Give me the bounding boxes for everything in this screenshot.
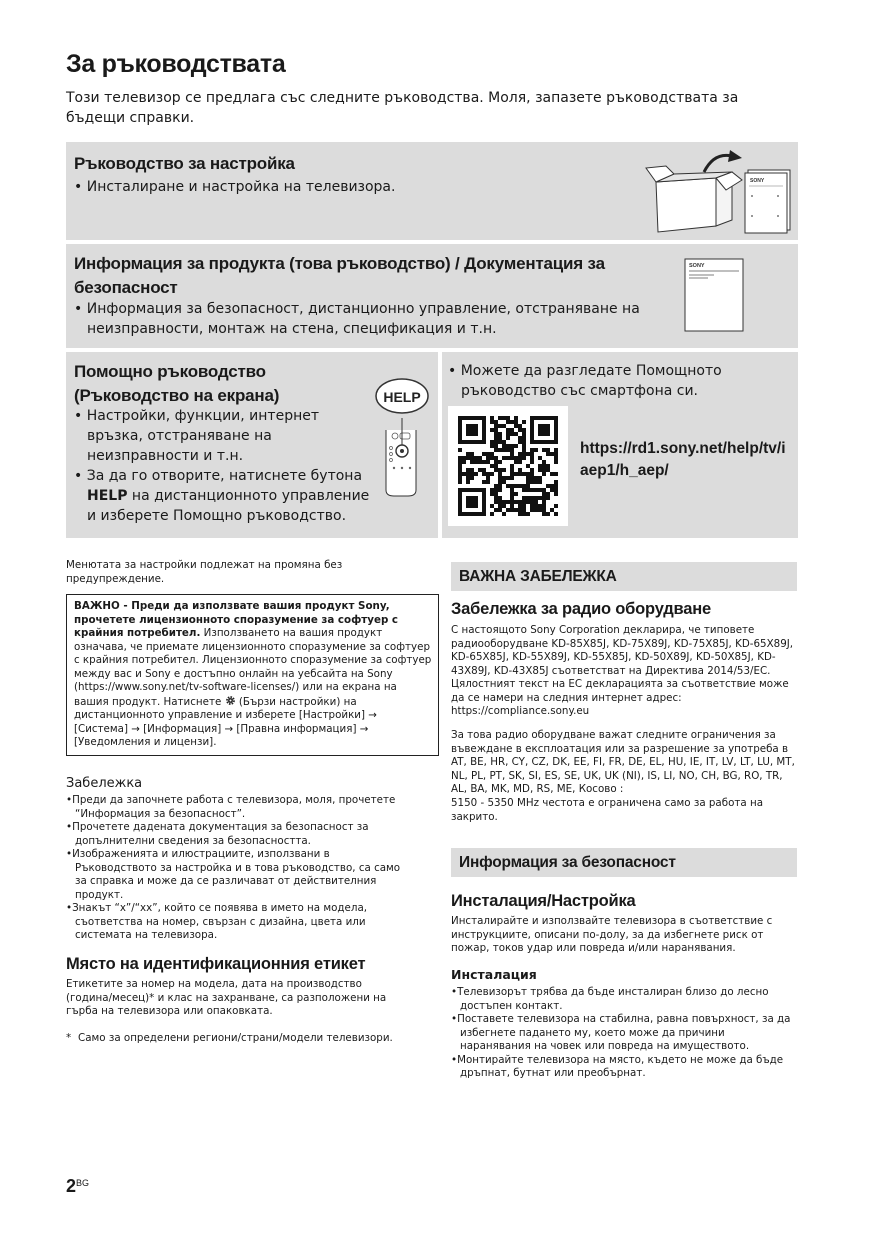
installation-heading: Инсталация xyxy=(451,967,537,982)
list-item: • Прочетете дадената документация за безопасност за допълнителни сведения за безопасността. xyxy=(66,821,404,848)
product-info-box xyxy=(66,244,798,348)
help-guide-box xyxy=(66,352,438,538)
page-title: За ръководствата xyxy=(66,50,286,78)
remote-help-illustration xyxy=(372,368,434,498)
list-item: • Преди да започнете работа с телевизора, моля, прочетете “Информация за безопасност”. xyxy=(66,794,404,821)
list-item: • Знакът “x”/“xx”, който се появява в името на модела, съответства на номер, свързан с дизайна, цвета или системата на телевизора. xyxy=(66,902,404,943)
product-info-heading: Информация за продукта (това ръководство) / Документация за безопасност xyxy=(74,254,605,297)
install-setup-text: Инсталирайте и използвайте телевизора в съответствие с инструкциите, описани по-долу, за да избегнете риск от пожар, токов удар или повреда и/или наранявания. xyxy=(451,915,773,954)
important-eula-bold: ВАЖНО - Преди да използвате вашия продукт Sony, прочетете лицензионното споразумение за софтуер с крайния потребител. xyxy=(74,600,399,639)
setup-guide-heading: Ръководство за настройка xyxy=(74,154,295,173)
important-eula-text-2: (Бързи настройки) на дистанционното управление и изберете [Настройки] → [Система] → [Информация] → [Правна информация] → [Уведомления и лицензи]. xyxy=(74,695,377,748)
installation-list xyxy=(451,986,797,1081)
sony-logo-small: SONY xyxy=(750,178,765,184)
product-info-bullet: • Информация за безопасност, дистанционно управление, отстраняване на неизправности, монтаж на стена, спецификация и т.н. xyxy=(74,299,674,339)
qr-code xyxy=(448,406,568,526)
list-item: • Телевизорът трябва да бъде инсталиран близо до лесно достъпен контакт. xyxy=(451,986,797,1013)
radio-restrictions-text: За това радио оборудване важат следните ограничения за въвеждане в експлоатация или за разрешение за употреба в AT, BE, HR, CY, CZ, DK, EE, FI, FR, DE, EL, HU, IE, IT, LV, LT, LU, MT, NL, PL, PT, SK, SI, ES, SE, UK, UK (NI), IS, LI, NO, CH, BG, RO, TR, AL, BA, MK, MD, RS, ME, Косово : xyxy=(451,729,795,795)
list-item: • Поставете телевизора на стабилна, равна повърхност, за да избегнете падането му, което може да причини наранявания на човек или повреда на имуществото. xyxy=(451,1013,797,1054)
page-number: $2^{BG}$ xyxy=(66,1176,90,1196)
help-button-badge: HELP xyxy=(383,389,421,405)
id-label-text: Етикетите за номер на модела, дата на производство (година/месец)* и клас на захранване, са разположени на гърба на телевизора или опаковката. xyxy=(66,978,387,1017)
intro-text: Този телевизор се предлага със следните ръководства. Моля, запазете ръководствата за бъдещи справки. xyxy=(66,90,739,126)
help-guide-heading: Помощно ръководство (Ръководство на екрана) xyxy=(74,362,280,405)
radio-frequency-text: 5150 - 5350 MHz честота е ограничена само за работа на закрито. xyxy=(451,797,764,823)
menu-change-note: Менютата за настройки подлежат на промяна без предупреждение. xyxy=(66,559,343,585)
help-guide-bullet-2: • За да го отворите, натиснете бутона HELP на дистанционното управление и изберете Помощно ръководство. xyxy=(74,466,374,526)
id-label-heading: Място на идентификационния етикет xyxy=(66,955,366,973)
list-item: • Монтирайте телевизора на място, където не може да бъде дръпнат, бутнат или преобърнат. xyxy=(451,1054,797,1081)
note-heading: Забележка xyxy=(66,776,143,791)
sony-logo-booklet: SONY xyxy=(689,263,705,269)
footnote: * Само за определени региони/страни/модели телевизори. xyxy=(66,1032,393,1044)
help-smartphone-box xyxy=(442,352,798,538)
tv-box-illustration xyxy=(644,150,794,234)
important-eula-text-1: Използването на вашия продукт означава, че приемате лицензионното споразумение за софтуер с крайния потребител. Лицензионното споразумение за софтуер между вас и Sony е достъпно онлайн на уебсайта на Sony (https://www.sony.net/tv-software-licenses/) или на екрана на вашия продукт. Натиснете xyxy=(74,627,432,708)
radio-equipment-heading: Забележка за радио оборудване xyxy=(451,600,711,618)
gear-icon xyxy=(225,695,236,706)
radio-declaration-text: С настоящото Sony Corporation декларира, че типовете радиооборудване KD-85X85J, KD-75X89J, KD-75X85J, KD-65X89J, KD-65X85J, KD-55X89J, KD-55X85J, KD-50X89J, KD-50X85J, KD-43X89J, KD-43X85J съответстват на Директива 2014/53/ЕС. Цялостният текст на ЕС декларацията за съответствие може да се намери на следния интернет адрес: https://compliance.sony.eu xyxy=(451,624,794,717)
setup-guide-bullet: • Инсталиране и настройка на телевизора. xyxy=(74,177,634,197)
important-notice-bar: ВАЖНА ЗАБЕЛЕЖКА xyxy=(451,562,797,591)
important-eula-box xyxy=(66,594,439,756)
setup-guide-box xyxy=(66,142,798,240)
help-guide-url[interactable]: https://rd1.sony.net/help/tv/iaep1/h_aep/ xyxy=(580,440,786,479)
install-setup-heading: Инсталация/Настройка xyxy=(451,892,636,910)
list-item: • Изображенията и илюстрациите, използвани в Ръководството за настройка и в това ръководство, са само за справка и може да се различават от действителния продукт. xyxy=(66,848,404,902)
note-list xyxy=(66,794,404,943)
safety-info-bar: Информация за безопасност xyxy=(451,848,797,877)
smartphone-bullet: • Можете да разгледате Помощното ръководство със смартфона си. xyxy=(448,361,748,401)
help-guide-bullet-1: • Настройки, функции, интернет връзка, отстраняване на неизправности и т.н. xyxy=(74,406,334,466)
manual-booklet-illustration xyxy=(684,258,746,334)
